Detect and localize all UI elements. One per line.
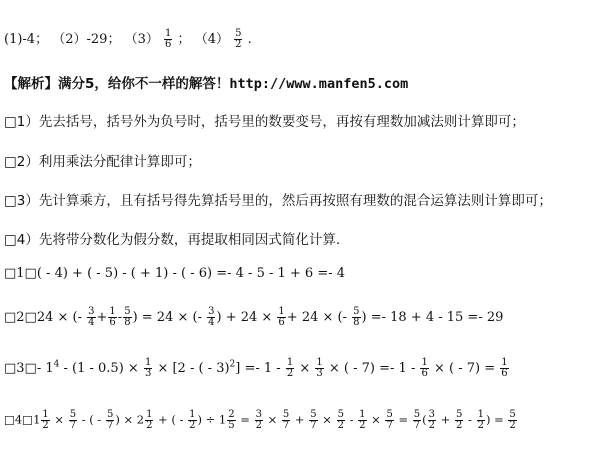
- analysis-header: [4, 72, 408, 92]
- answer-4-fraction: $\frac{5}{2}$: [235, 28, 242, 50]
- analysis-text: 满分5，给你不一样的解答！: [58, 76, 230, 92]
- analysis-url: http://www.manfen5.com: [229, 76, 409, 92]
- answer-1: (1)-4；: [4, 32, 49, 47]
- solution-1: [4, 266, 345, 281]
- step-1: □1）先去括号，括号外为负号时，括号里的数要变号，再按有理数加减法则计算即可；: [4, 114, 525, 130]
- solution-1-expr: ( - 4) + ( - 5) - ( + 1) - ( - 6) =- 4 - 5 - 1 + 6 =- 4: [36, 266, 346, 281]
- answer-2: （2）-29；: [52, 32, 121, 47]
- step-4: □4）先将带分数化为假分数，再提取相同因式简化计算.: [4, 232, 341, 248]
- solution-4: □4□1 $\frac{1}{2}$ × $\frac{5}{7}$ - ( - $\frac{5}{7}$ ) × 2 $\frac{1}{2}$ + ( - $\frac{1}{2}$ ) ÷ 1 $\frac{2}{5}$ = $\frac{3}{2}$ × $\frac{5}{7}$ + $\frac{5}{7}$ × $\frac{5}{2}$ - $\frac{1}{2}$ × $\frac{5}{7}$ = $\frac{5}{7}$ ( $\frac{3}{2}$ + $\frac{5}{2}$ - $\frac{1}{2}$ ) = $\frac{5}{2}$: [4, 409, 516, 431]
- solution-3: □3□- $1^4 - (1 - 0.5)$ × $\frac{1}{3}$ × [2 - ( - 3)$^2$] =- 1 - $\frac{1}{2}$ × $\frac{1}{3}$ × ( - 7) =- 1 - $\frac{1}{6}$ × ( - 7) = $\frac{1}{6}$: [4, 357, 508, 379]
- answer-4-label: （4）: [194, 32, 229, 47]
- answer-3-label: （3）: [124, 32, 159, 47]
- solution-1-label: □1□: [4, 266, 37, 281]
- solution-2: □2□24 × (- $\frac{3}{4}$ + $\frac{1}{6}$ - $\frac{5}{8}$ ) = 24 × (- $\frac{3}{4}$ ) + 24 × $\frac{1}{6}$ + 24 × (- $\frac{5}{8}$ ) =- 18 + 4 - 15 =- 29: [4, 306, 504, 328]
- answer-3-fraction: $\frac{1}{6}$: [165, 28, 172, 50]
- step-3: □3）先计算乘方，且有括号得先算括号里的，然后再按照有理数的混合运算法则计算即可；: [4, 193, 552, 209]
- step-2: □2）利用乘法分配律计算即可；: [4, 154, 201, 170]
- answers-line: (1)-4； （2）-29； （3） $\frac{1}{6}$ ； （4） $\frac{5}{2}$ .: [4, 28, 252, 50]
- analysis-tag: 【解析】: [4, 76, 58, 92]
